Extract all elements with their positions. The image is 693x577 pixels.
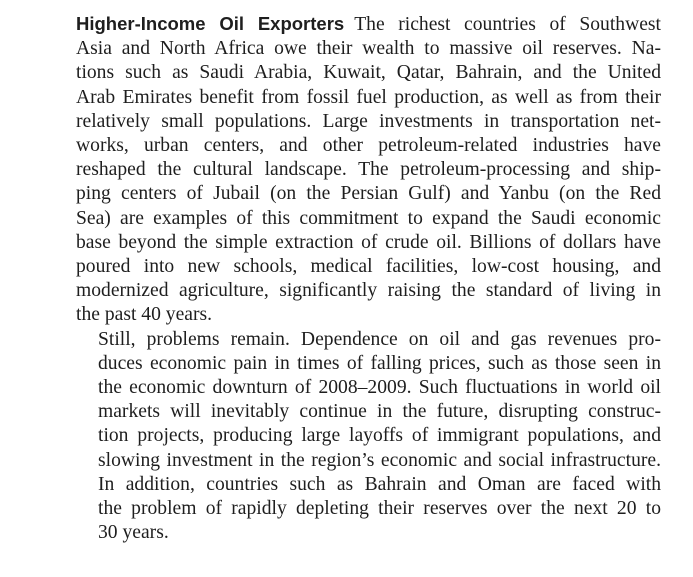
paragraph-1-line-7: reshaped the cultural landscape. The petroleum-processing and ship- [76,159,661,181]
paragraph-2-line-4: markets will inevitably continue in the future, disrupting construc- [98,401,661,423]
paragraph-1-line-6: works, urban centers, and other petroleum-related industries have [76,135,661,157]
paragraph-2-line-8: the problem of rapidly depleting their reserves over the next 20 to [98,498,661,520]
paragraph-1-line-12: modernized agriculture, significantly raising the standard of living in [76,280,661,302]
paragraph-2-line-6: slowing investment in the region’s economic and social infrastructure. [98,449,661,471]
paragraph-1-line-2: Asia and North Africa owe their wealth to massive oil reserves. Na- [76,38,661,60]
paragraph-1-line-1: Higher-Income Oil Exporters The richest countries of Southwest [76,13,661,35]
paragraph-1-line-11: poured into new schools, medical facilities, low-cost housing, and [76,256,661,278]
paragraph-1-line-8: ping centers of Jubail (on the Persian Gulf) and Yanbu (on the Red [76,183,661,205]
section-heading: Higher-Income Oil Exporters [76,13,345,34]
paragraph-2-line-1: Still, problems remain. Dependence on oil and gas revenues pro- [98,328,661,350]
paragraph-2-line-5: tion projects, producing large layoffs of immigrant populations, and [98,425,661,447]
paragraph-2-line-7: In addition, countries such as Bahrain and Oman are faced with [98,473,661,495]
paragraph-2-line-3: the economic downturn of 2008–2009. Such fluctuations in world oil [98,377,661,399]
paragraph-1 [76,12,661,328]
paragraph-2-line-9: 30 years. [98,522,169,544]
paragraph-1-line-13: the past 40 years. [76,304,213,326]
paragraph-2-line-2: duces economic pain in times of falling prices, such as those seen in [98,352,661,374]
paragraph-1-line-5: relatively small populations. Large investments in transportation net- [76,110,661,132]
text-page [76,12,661,545]
paragraph-1-line-4: Arab Emirates benefit from fossil fuel production, as well as from their [76,86,661,108]
paragraph-1-line-3: tions such as Saudi Arabia, Kuwait, Qatar, Bahrain, and the United [76,62,661,84]
paragraph-1-line-9: Sea) are examples of this commitment to expand the Saudi economic [76,207,661,229]
paragraph-2 [76,328,661,546]
paragraph-1-line-10: base beyond the simple extraction of crude oil. Billions of dollars have [76,231,661,253]
